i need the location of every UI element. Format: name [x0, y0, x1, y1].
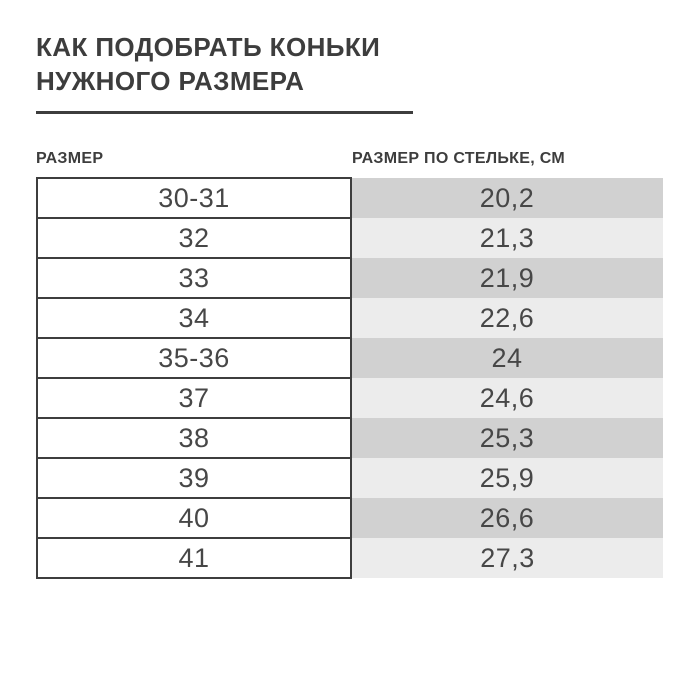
table-row — [37, 298, 663, 338]
size-cell: 34 — [37, 298, 351, 338]
content — [36, 30, 664, 579]
table-row — [37, 178, 663, 218]
table-row — [37, 258, 663, 298]
table-row — [37, 498, 663, 538]
size-cell: 33 — [37, 258, 351, 298]
size-column-header: РАЗМЕР — [36, 150, 104, 167]
insole-cell: 24 — [351, 338, 663, 378]
size-cell: 37 — [37, 378, 351, 418]
table-row — [37, 538, 663, 578]
title-underline — [36, 111, 413, 114]
size-cell: 32 — [37, 218, 351, 258]
table-row — [37, 418, 663, 458]
page-title — [36, 30, 664, 98]
size-cell: 30-31 — [37, 178, 351, 218]
size-cell: 38 — [37, 418, 351, 458]
column-headers — [36, 149, 664, 168]
size-cell: 35-36 — [37, 338, 351, 378]
size-cell: 40 — [37, 498, 351, 538]
insole-cell: 22,6 — [351, 298, 663, 338]
table-row — [37, 378, 663, 418]
insole-cell: 21,3 — [351, 218, 663, 258]
table-row — [37, 458, 663, 498]
table-row — [37, 218, 663, 258]
table-row — [37, 338, 663, 378]
page-title-line-1: КАК ПОДОБРАТЬ КОНЬКИ — [36, 32, 381, 62]
insole-cell: 27,3 — [351, 538, 663, 578]
page-title-line-2: НУЖНОГО РАЗМЕРА — [36, 66, 305, 96]
insole-column-header: РАЗМЕР ПО СТЕЛЬКЕ, СМ — [352, 150, 565, 167]
insole-cell: 26,6 — [351, 498, 663, 538]
insole-cell: 24,6 — [351, 378, 663, 418]
insole-cell: 25,9 — [351, 458, 663, 498]
size-cell: 41 — [37, 538, 351, 578]
size-cell: 39 — [37, 458, 351, 498]
insole-cell: 25,3 — [351, 418, 663, 458]
insole-cell: 20,2 — [351, 178, 663, 218]
size-table — [36, 177, 664, 579]
insole-cell: 21,9 — [351, 258, 663, 298]
